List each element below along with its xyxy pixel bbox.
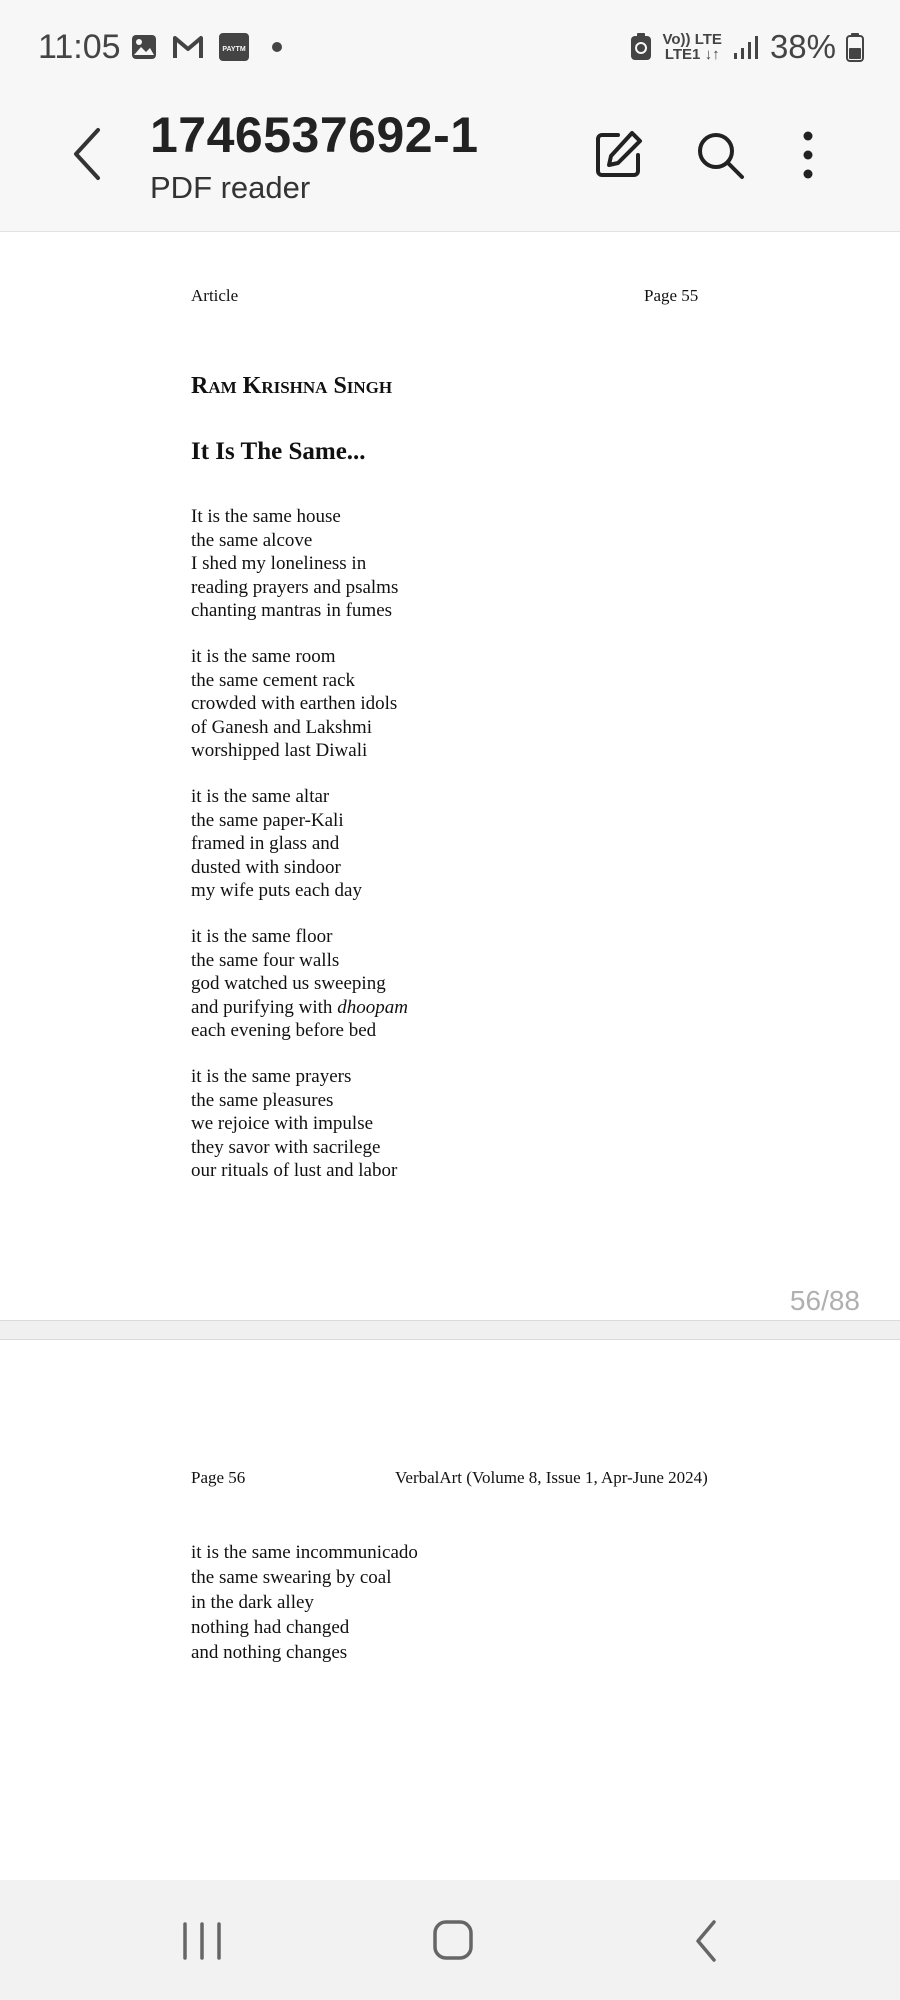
poem-line: and nothing changes — [191, 1642, 348, 1663]
poem-line: the same alcove — [191, 529, 313, 551]
status-right — [629, 28, 865, 66]
poem-line: of Ganesh and Lakshmi — [191, 716, 372, 738]
page-counter: 56/88 — [789, 1285, 860, 1316]
notification-icons — [130, 32, 282, 62]
notification-dot — [272, 42, 282, 52]
signal-icon — [732, 33, 760, 61]
stanza-3 — [191, 785, 362, 903]
status-time: 11:05 — [38, 28, 121, 66]
poem-line: reading prayers and psalms — [191, 576, 399, 598]
back-button[interactable] — [66, 122, 110, 186]
poem-line-with-italic — [191, 996, 408, 1020]
back-icon[interactable] — [676, 1916, 736, 1966]
poem-line: it is the same room — [191, 646, 336, 667]
poem-line: they savor with sacrilege — [191, 1136, 381, 1158]
home-icon[interactable] — [423, 1916, 483, 1966]
data-saver-icon — [629, 32, 653, 62]
pdf-page-55[interactable] — [0, 233, 900, 1320]
pdf-page-56[interactable] — [0, 1340, 900, 1880]
search-icon[interactable] — [690, 125, 750, 185]
network-indicator — [663, 32, 722, 62]
poem-line: god watched us sweeping — [191, 973, 386, 994]
poem-line: it is the same prayers — [191, 1066, 352, 1087]
chevron-left-icon — [76, 130, 98, 178]
poem-line: framed in glass and — [191, 833, 340, 854]
poem-line: nothing had changed — [191, 1617, 350, 1638]
poem-line: each evening before bed — [191, 1020, 377, 1041]
poem-line: it is the same floor — [191, 926, 333, 947]
poem-line: the same pleasures — [191, 1089, 334, 1111]
page-divider — [0, 1320, 900, 1340]
author-name: Ram Krishna Singh — [191, 373, 393, 399]
gallery-icon — [130, 33, 158, 61]
stanza-6 — [191, 1540, 418, 1665]
poem-line: the same cement rack — [191, 669, 356, 691]
poem-line: we rejoice with impulse — [191, 1113, 374, 1134]
page-header-left: Page 56 — [191, 1468, 246, 1487]
italic-word: dhoopam — [337, 996, 408, 1018]
poem-line: our rituals of lust and labor — [191, 1160, 398, 1181]
stanza-4 — [191, 925, 408, 1043]
paytm-icon — [218, 32, 250, 62]
edit-icon[interactable] — [588, 125, 648, 185]
gmail-icon — [172, 34, 204, 60]
battery-icon — [846, 32, 864, 62]
poem-line: worshipped last Diwali — [191, 740, 368, 761]
poem-line: I shed my loneliness in — [191, 553, 367, 574]
poem-line: crowded with earthen idols — [191, 693, 398, 714]
app-bar — [0, 100, 900, 232]
page-header-right: VerbalArt (Volume 8, Issue 1, Apr-June 2024) — [395, 1468, 708, 1487]
page-header-left: Article — [191, 286, 239, 305]
poem-line-text: and purifying with — [191, 996, 333, 1018]
more-options-icon[interactable] — [778, 125, 838, 185]
battery-percent: 38% — [769, 28, 836, 65]
navigation-bar — [0, 1880, 900, 2000]
document-subtitle: PDF reader — [150, 170, 311, 205]
network-line-1: Vo)) LTE — [662, 31, 722, 48]
recent-apps-icon[interactable] — [172, 1916, 232, 1966]
poem-line: it is the same incommunicado — [191, 1542, 418, 1563]
poem-line: my wife puts each day — [191, 880, 362, 901]
stanza-5 — [191, 1065, 397, 1183]
poem-line: the same four walls — [191, 949, 340, 971]
poem-line: the same paper-Kali — [191, 809, 344, 831]
paytm-label: PAYTM — [222, 46, 246, 53]
poem-line: it is the same altar — [191, 786, 330, 807]
poem-line: the same swearing by coal — [191, 1567, 392, 1588]
poem-line: dusted with sindoor — [191, 856, 341, 878]
document-title: 1746537692-1 — [150, 107, 479, 163]
poem-title: It Is The Same... — [191, 438, 366, 465]
poem-line: chanting mantras in fumes — [191, 600, 393, 621]
status-bar — [0, 0, 900, 100]
stanza-2 — [191, 645, 397, 763]
stanza-1 — [191, 505, 398, 623]
network-line-2: LTE1 ↓↑ — [664, 46, 720, 63]
poem-line: in the dark alley — [191, 1592, 314, 1613]
page-header-right: Page 55 — [644, 286, 699, 305]
poem-line: It is the same house — [191, 506, 341, 527]
